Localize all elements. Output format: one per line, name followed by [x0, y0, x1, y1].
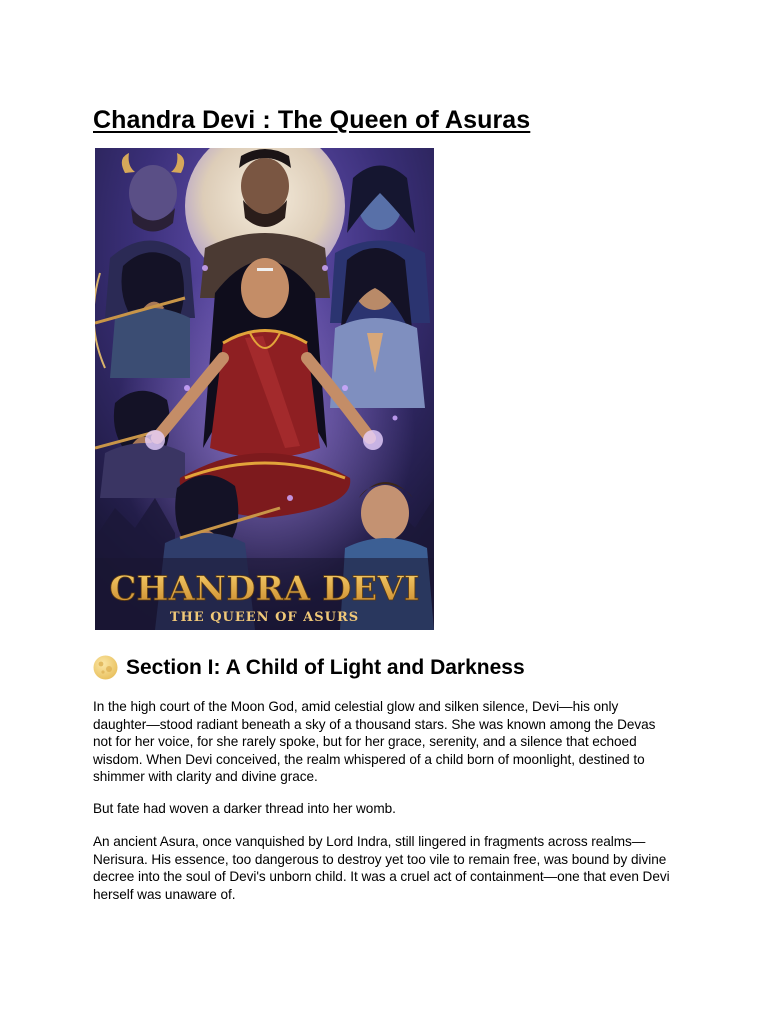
paragraph: In the high court of the Moon God, amid celestial glow and silken silence, Devi—his only daughter—stood radiant beneath a sky of a thousand stars. She was known among the Devas not for her voice, for she rarely spoke, but for her grace, serenity, and a silence that echoed wisdom. When Devi conceived, the realm whispered of a child born of moonlight, destined to shimmer with clarity and divine grace.	[93, 699, 656, 785]
cover-subtitle: THE QUEEN OF ASURS	[169, 610, 360, 625]
section-heading	[93, 655, 525, 680]
cover-image	[95, 148, 434, 630]
cover-title: CHANDRA DEVI	[109, 569, 420, 609]
paragraph: An ancient Asura, once vanquished by Lord Indra, still lingered in fragments across realms—Nerisura. His essence, too dangerous to destroy yet too vile to remain free, was bound by divine decree into the soul of Devi's unborn child. It was a cruel act of containment—one that even Devi herself was unaware of.	[93, 834, 670, 902]
paragraph: But fate had woven a darker thread into her womb.	[93, 801, 396, 816]
full-moon-icon	[93, 655, 118, 680]
document-title: Chandra Devi : The Queen of Asuras	[93, 106, 531, 134]
section-heading-text: Section I: A Child of Light and Darkness	[126, 655, 525, 679]
